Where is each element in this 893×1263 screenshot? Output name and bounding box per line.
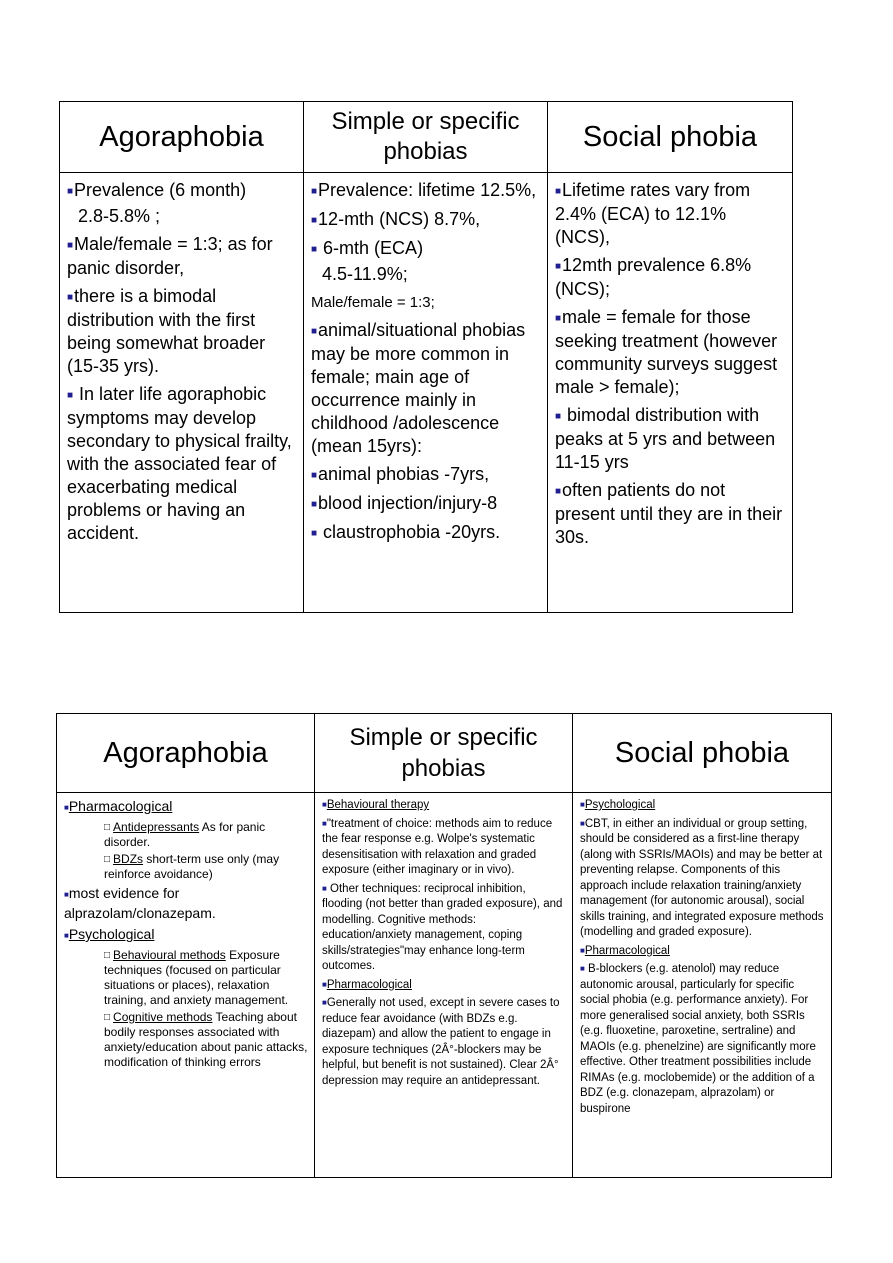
content-row (60, 173, 793, 613)
treatment-table (56, 713, 832, 1178)
square-bullet-icon: ■ (311, 244, 318, 255)
square-bullet-icon: ■ (555, 186, 562, 197)
square-bullet-icon: ■ (64, 931, 69, 940)
list-item: ■Pharmacological (322, 978, 412, 991)
list-item: 4.5-11.9%; (322, 264, 408, 284)
list-item: ■Pharmacological (580, 944, 670, 957)
hollow-square-icon: □ (104, 950, 111, 961)
header-row (60, 102, 793, 173)
list-item: ■Psychological (580, 799, 656, 811)
square-bullet-icon: ■ (555, 313, 562, 324)
square-bullet-icon: ■ (580, 945, 585, 955)
specific-phobias-treatment-cell (315, 793, 573, 1178)
square-bullet-icon: ■ (311, 470, 318, 481)
social-phobia-treatment-cell (573, 793, 832, 1178)
header-specific-phobias: Simple or specific phobias (304, 102, 548, 173)
list-item: ■Male/female = 1:3; as for panic disorder, (67, 234, 273, 278)
list-item: ■Prevalence (6 month) (67, 180, 247, 200)
square-bullet-icon: ■ (555, 411, 562, 422)
header-agoraphobia: Agoraphobia (60, 102, 304, 173)
list-item: ■Lifetime rates vary from 2.4% (ECA) to 12.1% (NCS), (555, 180, 751, 247)
list-item: ■ B-blockers (e.g. atenolol) may reduce autonomic arousal, particularly for specific social phobia (e.g. performance anxiety). For more generalised social anxiety, both SSRIs (e.g. fluoxetine, paroxetine, sertraline) and MAOIs (e.g. phenelzine) are significantly more effective. Other treatment possibilities include RIMAs (e.g. moclobemide) or the addition of a BDZ (e.g. clonazepam, alprazolam) or buspirone (580, 963, 816, 1115)
hollow-square-icon: □ (104, 822, 111, 833)
square-bullet-icon: ■ (67, 240, 74, 251)
list-item: ■often patients do not present until they are in their 30s. (555, 480, 783, 547)
list-item: ■male = female for those seeking treatment (however community surveys suggest male > female); (555, 307, 778, 397)
list-item: ■animal phobias -7yrs, (311, 464, 490, 484)
header-social-phobia: Social phobia (573, 714, 832, 793)
square-bullet-icon: ■ (67, 292, 74, 303)
header-agoraphobia: Agoraphobia (57, 714, 315, 793)
list-item: ■Psychological (64, 926, 155, 942)
square-bullet-icon: ■ (311, 528, 318, 539)
square-bullet-icon: ■ (555, 486, 562, 497)
square-bullet-icon: ■ (322, 998, 327, 1007)
list-item: ■Generally not used, except in severe cases to reduce fear avoidance (with BDZs e.g. diazepam) and allow the patient to engage in exposure techniques (2Â°-blockers may be helpful, but benefit is not sustained). Clear 2Â° depression may require an antidepressant. (322, 997, 560, 1087)
header-specific-phobias: Simple or specific phobias (315, 714, 573, 793)
list-item: ■12-mth (NCS) 8.7%, (311, 209, 481, 229)
list-item: ■Pharmacological (64, 798, 173, 814)
square-bullet-icon: ■ (322, 883, 327, 893)
header-social-phobia: Social phobia (548, 102, 793, 173)
list-item: ■ bimodal distribution with peaks at 5 yrs and between 11-15 yrs (555, 405, 776, 472)
hollow-square-icon: □ (104, 854, 111, 865)
specific-phobias-cell (304, 173, 548, 613)
list-item: ■most evidence for alprazolam/clonazepam. (64, 885, 216, 921)
square-bullet-icon: ■ (322, 979, 327, 989)
square-bullet-icon: ■ (64, 803, 69, 812)
square-bullet-icon: ■ (311, 186, 318, 197)
square-bullet-icon: ■ (64, 890, 69, 899)
list-item: ■Prevalence: lifetime 12.5%, (311, 180, 537, 200)
square-bullet-icon: ■ (311, 326, 318, 337)
square-bullet-icon: ■ (580, 964, 585, 973)
square-bullet-icon: ■ (311, 499, 318, 510)
list-item: ■animal/situational phobias may be more common in female; main age of occurrence mainly in childhood /adolescence (mean 15yrs): (311, 320, 526, 456)
list-item: ■blood injection/injury-8 (311, 493, 498, 513)
header-row (57, 714, 832, 793)
list-item: ■CBT, in either an individual or group setting, should be considered as a first-line therapy (along with SSRIs/MAOIs) and may be better at preventing relapse. Components of this approach include relaxation training/anxiety management (for autonomic arousal), social skills training, and integrated exposure methods (modelling and graded exposure). (580, 817, 824, 938)
square-bullet-icon: ■ (67, 186, 74, 197)
list-item: ■"treatment of choice: methods aim to reduce the fear response e.g. Wolpe's systematic desensitisation with relaxation and graded exposure (either imaginary or in vivo). (322, 817, 553, 876)
list-item: ■ 6-mth (ECA) (311, 238, 424, 258)
social-phobia-cell (548, 173, 793, 613)
list-item: □ BDZs short-term use only (may reinforce avoidance) (104, 852, 280, 881)
list-item: ■there is a bimodal distribution with the first being somewhat broader (15-35 yrs). (67, 286, 266, 376)
list-item: □ Antidepressants As for panic disorder. (104, 820, 266, 849)
content-row (57, 793, 832, 1178)
square-bullet-icon: ■ (322, 800, 327, 809)
hollow-square-icon: □ (104, 1012, 111, 1023)
list-item: Male/female = 1:3; (311, 294, 435, 311)
list-item: ■12mth prevalence 6.8% (NCS); (555, 255, 752, 299)
square-bullet-icon: ■ (580, 818, 585, 828)
list-item: ■Behavioural therapy (322, 799, 430, 811)
list-item: ■ Other techniques: reciprocal inhibition, flooding (not better than graded exposure), and modelling. Cognitive methods: education/anxiety management, coping skills/strategies"may enhance long-term outcomes. (322, 882, 563, 972)
square-bullet-icon: ■ (322, 818, 327, 828)
square-bullet-icon: ■ (555, 261, 562, 272)
list-item: ■ In later life agoraphobic symptoms may develop secondary to physical frailty, with the associated fear of exacerbating medical problems or having an accident. (67, 384, 292, 543)
agoraphobia-treatment-cell (57, 793, 315, 1178)
list-item: ■ claustrophobia -20yrs. (311, 522, 501, 542)
prevalence-table (59, 101, 793, 613)
list-item: □ Cognitive methods Teaching about bodily responses associated with anxiety/education about panic attacks, modification of thinking errors (104, 1010, 308, 1069)
agoraphobia-cell (60, 173, 304, 613)
list-item: □ Behavioural methods Exposure techniques (focused on particular situations or places), relaxation training, and anxiety management. (104, 948, 289, 1007)
square-bullet-icon: ■ (311, 215, 318, 226)
square-bullet-icon: ■ (67, 390, 74, 401)
list-item: 2.8-5.8% ; (78, 206, 161, 226)
square-bullet-icon: ■ (580, 800, 585, 809)
